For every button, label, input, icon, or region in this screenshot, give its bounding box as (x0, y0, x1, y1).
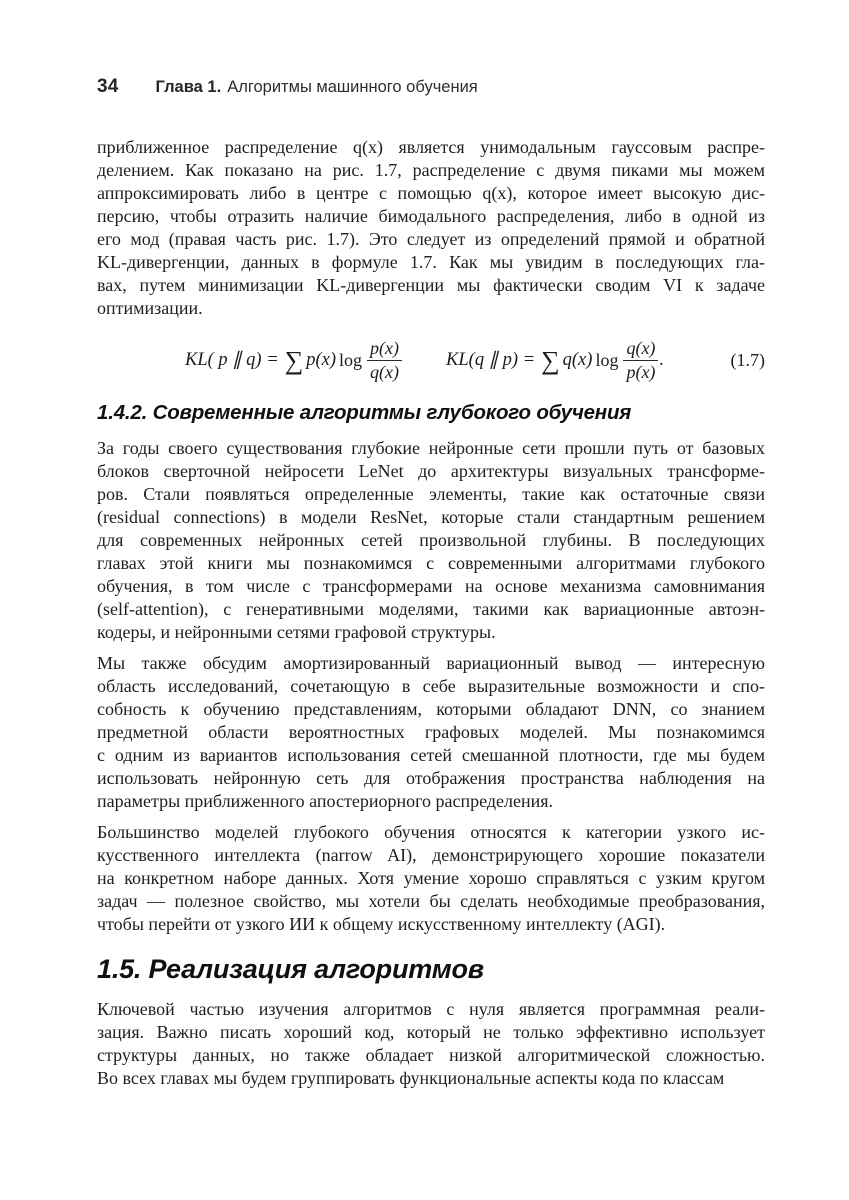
text-line: аппроксимировать либо в центре с помощью q(x), которое имеет высокую дис- (97, 183, 765, 203)
paragraph-kl-intro (97, 136, 765, 320)
equation-number: (1.7) (730, 349, 765, 370)
text-line: задач — полезное свойство, мы хотели бы сделать необходимые преобразования, (97, 891, 765, 911)
text-line: вах, путем минимизации KL-дивергенции мы фактически сводим VI к задаче (97, 275, 765, 295)
text-line: чтобы перейти от узкого ИИ к общему искусственному интеллекту (AGI). (97, 914, 666, 934)
section-heading-1-4-2: 1.4.2. Современные алгоритмы глубокого обучения (97, 401, 632, 424)
kl-forward-lhs: KL( p ∥ q) = (185, 350, 279, 370)
page-number: 34 (97, 76, 119, 97)
text-line: зация. Важно писать хороший код, который не только эффективно использует (97, 1022, 765, 1042)
log-operator: log (339, 349, 363, 370)
fraction-numerator: q(x) (623, 338, 658, 361)
text-line: кодеры, и нейронными сетями графовой структуры. (97, 622, 496, 642)
fraction-numerator: p(x) (367, 338, 402, 361)
kl-reverse-equation (446, 338, 664, 383)
text-line: обучения, в том числе с трансформерами на основе механизма самовнимания (97, 576, 765, 596)
text-line: предметной области вероятностных графовых моделей. Мы познакомимся (97, 722, 765, 742)
text-line: Во всех главах мы будем группировать функциональные аспекты кода по классам (97, 1068, 725, 1088)
chapter-title: Алгоритмы машинного обучения (227, 78, 478, 96)
chapter-label: Глава 1. (155, 78, 222, 96)
log-operator: log (595, 349, 619, 370)
sum-symbol: ∑ (284, 346, 304, 375)
formula-1-7 (97, 328, 765, 392)
text-line: Ключевой частью изучения алгоритмов с нуля является программная реали- (97, 999, 765, 1019)
text-line: кусственного интеллекта (narrow AI), демонстрирующего хорошие показатели (97, 845, 765, 865)
equation-period: . (659, 349, 665, 370)
text-line: с одним из вариантов использования сетей смешанной плотности, где мы будем (97, 745, 765, 765)
text-line: параметры приближенного апостериорного распределения. (97, 791, 554, 811)
text-line: За годы своего существования глубокие нейронные сети прошли путь от базовых (97, 438, 765, 458)
kl-forward-fraction (367, 338, 402, 383)
text-line: (residual connections) в модели ResNet, которые стали стандартным решением (97, 507, 765, 527)
section-heading-1-5: 1.5. Реализация алгоритмов (97, 954, 484, 984)
text-line: собность к обучению представлениям, которыми обладают DNN, со знанием (97, 699, 765, 719)
running-head (97, 76, 765, 98)
text-line: область исследований, сочетающую в себе выразительные возможности и спо- (97, 676, 765, 696)
text-line: (self-attention), с генеративными моделями, такими как вариационные автоэн- (97, 599, 765, 619)
paragraph-deep-learning-history (97, 437, 765, 644)
text-line: для современных нейронных сетей произвольной глубины. В последующих (97, 530, 765, 550)
text-line: Мы также обсудим амортизированный вариационный вывод — интересную (97, 653, 765, 673)
kl-reverse-fraction (623, 338, 658, 383)
text-line: его мод (правая часть рис. 1.7). Это следует из определений прямой и обратной (97, 229, 765, 249)
text-line: приближенное распределение q(x) является унимодальным гауссовым распре- (97, 137, 765, 157)
kl-reverse-arg: q(x) (562, 349, 593, 370)
text-line: структуры данных, но также обладает низкой алгоритмической сложностью. (97, 1045, 765, 1065)
text-line: блоков сверточной нейросети LeNet до архитектуры визуальных трансформе- (97, 461, 765, 481)
text-line: главах этой книги мы познакомимся с современными алгоритмами глубокого (97, 553, 765, 573)
paragraph-amortized-vi (97, 652, 765, 813)
kl-reverse-lhs: KL(q ∥ p) = (446, 350, 536, 370)
paragraph-implementation (97, 998, 765, 1090)
fraction-denominator: p(x) (626, 361, 656, 382)
paragraph-narrow-ai (97, 821, 765, 936)
kl-forward-equation (185, 338, 402, 383)
text-line: KL-дивергенции, данных в формуле 1.7. Как мы увидим в последующих гла- (97, 252, 765, 272)
fraction-denominator: q(x) (370, 361, 400, 382)
text-line: персию, чтобы отразить наличие бимодального распределения, либо в одной из (97, 206, 765, 226)
text-line: ров. Стали появляться определенные элементы, такие как остаточные связи (97, 484, 765, 504)
sum-symbol: ∑ (541, 346, 560, 375)
kl-forward-arg: p(x) (306, 349, 337, 370)
text-line: оптимизации. (97, 298, 203, 318)
text-line: делением. Как показано на рис. 1.7, распределение с двумя пиками мы можем (97, 160, 765, 180)
text-line: Большинство моделей глубокого обучения относятся к категории узкого ис- (97, 822, 765, 842)
text-line: на конкретном наборе данных. Хотя умение хорошо справляться с узким кругом (97, 868, 765, 888)
text-line: использовать нейронную сеть для отображения пространства наблюдения на (97, 768, 765, 788)
